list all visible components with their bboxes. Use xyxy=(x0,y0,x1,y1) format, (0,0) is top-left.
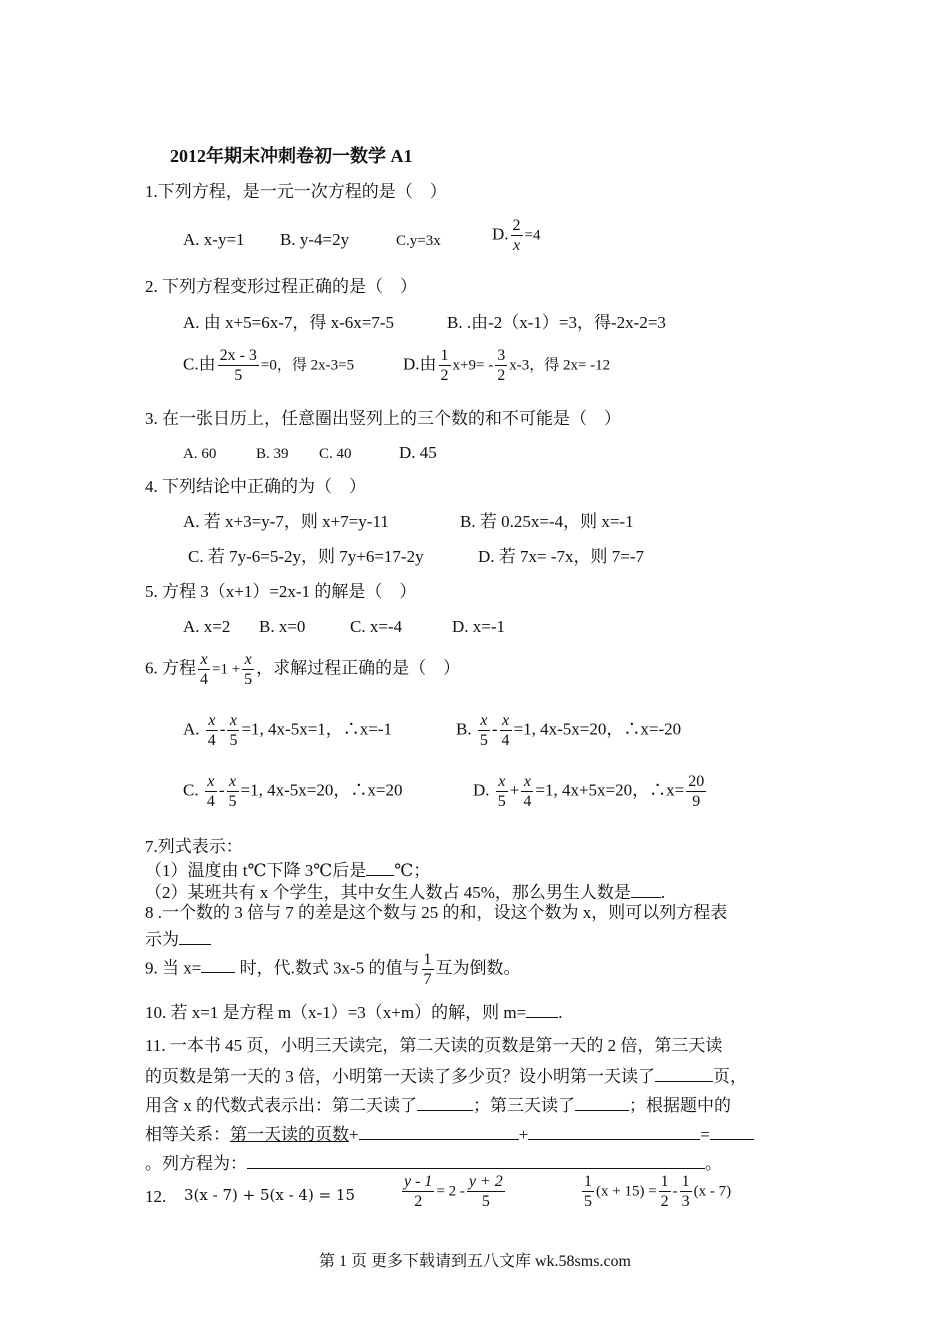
q5-option-d: D. x=-1 xyxy=(452,617,506,636)
q11-line4: 相等关系：第一天读的页数+ + = xyxy=(145,1122,754,1146)
q10-blank[interactable] xyxy=(526,1000,558,1018)
q2-option-a: A. 由 x+5=6x-7，得 x-6x=7-5 xyxy=(183,313,395,332)
q3-option-d: D. 45 xyxy=(399,443,437,462)
q3-option-a: A. 60 xyxy=(183,446,217,462)
q11-blank-4[interactable] xyxy=(359,1122,519,1140)
q4-option-c: C. 若 7y-6=5-2y，则 7y+6=17-2y xyxy=(188,547,424,566)
q12-equation-1: 3(x - 7) + 5(x - 4) = 15 xyxy=(184,1186,356,1204)
q11-blank-3[interactable] xyxy=(575,1093,629,1111)
q3-stem: 3. 在一张日历上，任意圈出竖列上的三个数的和不可能是（ ） xyxy=(145,409,621,428)
q2-c-fraction: $\frac{2x - 3}{5}$ xyxy=(219,347,257,384)
page-footer: 第 1 页 更多下载请到五八文库 wk.58sms.com xyxy=(318,1253,631,1270)
q11-blank-6[interactable] xyxy=(710,1122,754,1140)
q11-blank-5[interactable] xyxy=(528,1122,700,1140)
q2-stem: 2. 下列方程变形过程正确的是（ ） xyxy=(145,277,417,296)
q3-option-b: B. 39 xyxy=(256,446,289,462)
q10: 10. 若 x=1 是方程 m（x-1）=3（x+m）的解，则 m= . xyxy=(145,1000,562,1024)
q8-line2: 示为 xyxy=(145,927,211,951)
q4-stem: 4. 下列结论中正确的为（ ） xyxy=(145,477,366,496)
q2-option-d: D.由 $\frac{1}{2}$ x+9= - $\frac{3}{2}$ x-3，得 2x= -12 xyxy=(403,347,611,384)
q12-equation-2: $\frac{y - 1}{2}$ = 2 - $\frac{y + 2}{5}$ xyxy=(404,1173,503,1210)
q12-label: 12. xyxy=(145,1187,167,1206)
q11-blank-2[interactable] xyxy=(417,1093,473,1111)
q1-d-fraction: $\frac{2}{x}$ xyxy=(512,217,521,254)
q1-option-d xyxy=(492,216,541,255)
q7-stem: 7.列式表示： xyxy=(145,837,243,856)
q11-line3: 用含 x 的代数式表示出：第二天读了 ；第三天读了 ；根据题中的 xyxy=(145,1093,731,1117)
q8-line1: 8 .一个数的 3 倍与 7 的差是这个数与 25 的和，设这个数为 x，则可以列方程表 xyxy=(145,903,728,922)
q11-blank-1[interactable] xyxy=(655,1064,713,1082)
q6-option-a: A. $\frac{x}{4}$ - $\frac{x}{5}$ =1, 4x-5x=1，∴x=-1 xyxy=(183,712,393,749)
q6-option-c: C. $\frac{x}{4}$ - $\frac{x}{5}$ =1, 4x-5x=20，∴x=20 xyxy=(183,773,403,810)
q11-blank-7[interactable] xyxy=(247,1151,705,1169)
q9: 9. 当 x= 时，代.数式 3x-5 的值与 $\frac{1}{7}$ 互为倒数。 xyxy=(145,951,521,988)
q6-stem: 6. 方程 $\frac{x}{4}$ =1 + $\frac{x}{5}$ ，求解过程正确的是（ ） xyxy=(145,651,461,688)
q11-line1: 11. 一本书 45 页，小明三天读完，第二天读的页数是第一天的 2 倍，第三天读 xyxy=(145,1036,723,1055)
q4-option-b: B. 若 0.25x=-4，则 x=-1 xyxy=(460,512,634,531)
q7-part2: （2）某班共有 x 个学生，其中女生人数占 45%，那么男生人数是 . xyxy=(145,880,665,904)
q8-blank[interactable] xyxy=(179,927,211,945)
q7-blank-1[interactable] xyxy=(366,858,394,876)
q5-option-b: B. x=0 xyxy=(259,617,306,636)
q2-option-c: C.由 $\frac{2x - 3}{5}$ =0，得 2x-3=5 xyxy=(183,347,355,384)
q1-option-b: B. y-4=2y xyxy=(280,230,350,249)
q1-d-label: D. xyxy=(492,224,509,244)
q12-equation-3: $\frac{1}{5}$ (x + 15) = $\frac{1}{2}$ - $\frac{1}{3}$ (x - 7) xyxy=(584,1173,732,1210)
q3-option-c: C. 40 xyxy=(319,446,352,462)
q5-option-c: C. x=-4 xyxy=(350,617,403,636)
q1-d-tail: =4 xyxy=(524,227,541,244)
q1-stem: 1.下列方程，是一元一次方程的是（ ） xyxy=(145,182,447,201)
q11-underlined-term: 第一天读的页数 xyxy=(230,1125,349,1144)
q9-blank[interactable] xyxy=(201,955,235,973)
q4-option-a: A. 若 x+3=y-7，则 x+7=y-11 xyxy=(183,512,389,531)
q7-blank-2[interactable] xyxy=(631,880,661,898)
q6-option-d: D. $\frac{x}{5}$ + $\frac{x}{4}$ =1, 4x+5x=20，∴x= $\frac{20}{9}$ xyxy=(473,773,705,810)
q7-part1: （1）温度由 t℃下降 3℃后是 ℃； xyxy=(145,858,430,882)
q5-stem: 5. 方程 3（x+1）=2x-1 的解是（ ） xyxy=(145,582,417,601)
q4-option-d: D. 若 7x= -7x，则 7=-7 xyxy=(478,547,645,566)
q5-option-a: A. x=2 xyxy=(183,617,231,636)
q1-option-c: C.y=3x xyxy=(396,233,441,249)
q11-line2: 的页数是第一天的 3 倍，小明第一天读了多少页？设小明第一天读了 页， xyxy=(145,1064,747,1088)
q6-option-b: B. $\frac{x}{5}$ - $\frac{x}{4}$ =1, 4x-5x=20，∴x=-20 xyxy=(456,712,682,749)
q2-option-b: B. .由-2（x-1）=3，得-2x-2=3 xyxy=(447,313,666,332)
page-title: 2012年期末冲刺卷初一数学 A1 xyxy=(170,146,413,166)
q1-option-a: A. x-y=1 xyxy=(183,230,245,249)
q11-line5: 。列方程为： 。 xyxy=(145,1151,722,1175)
